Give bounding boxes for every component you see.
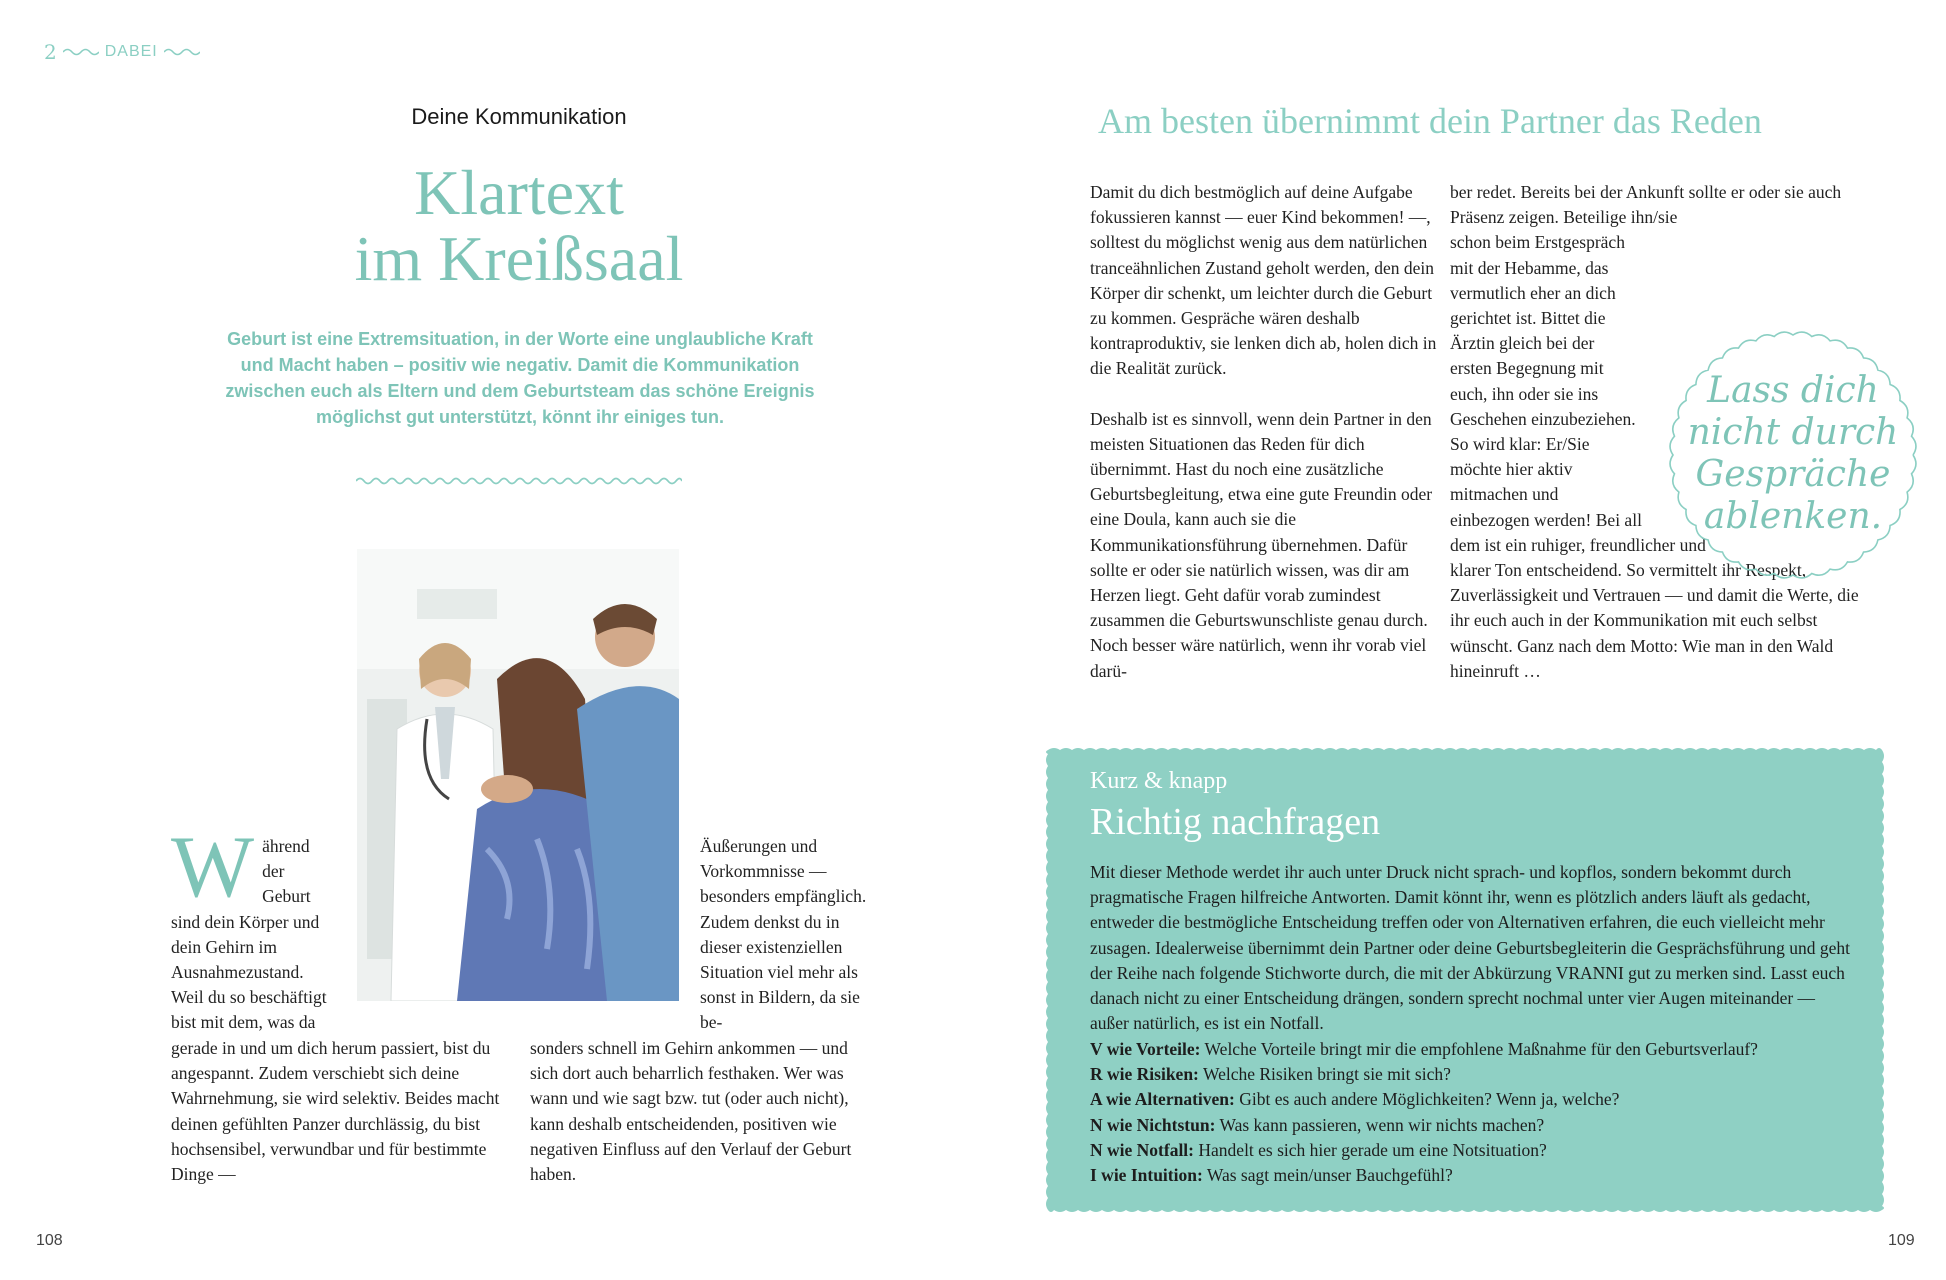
list-text: Welche Risiken bringt sie mit sich? xyxy=(1198,1064,1451,1085)
info-box-kicker: Kurz & knapp xyxy=(1090,768,1228,794)
list-item xyxy=(1090,1062,1870,1087)
list-text: Was sagt mein/unser Bauchgefühl? xyxy=(1202,1165,1453,1186)
body-column-1-top xyxy=(171,819,503,1036)
article-intro: Geburt ist eine Extremsituation, in der Worte eine unglaubliche Kraft und Macht haben – positiv wie negativ. Damit die Kommunikation zwischen euch als Eltern und dem Geburtsteam das schöne Ereignis möglichst gut unterstützt, könnt ihr einiges tun. xyxy=(225,329,815,427)
body-text-col1-narrow: ährend der Geburt sind dein Körper und dein Gehirn im Ausnahmezustand. Weil du so beschäftigt bist mit dem, was da xyxy=(171,836,327,1033)
list-term: A wie Alternativen: xyxy=(1090,1089,1235,1110)
list-term: N wie Nichtstun: xyxy=(1090,1114,1216,1135)
list-term: V wie Vorteile: xyxy=(1090,1039,1201,1059)
body-column-2-lower: sonders schnell im Gehirn ankommen — und sich dort auch beharrlich festhaken. Wer was wann und wie sagt bzw. tut (oder auch nicht), kann deshalb entscheidenden, positiven wie negativen Einfluss auf den Verlauf der Geburt haben. xyxy=(530,1038,852,1185)
article-headline xyxy=(0,157,1038,294)
body-column-2-upper: Äußerungen und Vorkommnisse — besonders empfänglich. Zudem denkst du in dieser existenziellen Situation viel mehr als sonst in Bildern, da sie be- xyxy=(700,836,867,1033)
list-term: N wie Notfall: xyxy=(1090,1139,1195,1160)
stamp-line: Lass dich xyxy=(1707,370,1879,411)
list-item xyxy=(1090,1037,1870,1062)
page-number-left: 108 xyxy=(36,1232,63,1249)
list-text: Was kann passieren, wenn wir nichts machen? xyxy=(1215,1114,1545,1135)
right-page-title: Am besten übernimmt dein Partner das Reden xyxy=(1098,101,1762,141)
info-box-list xyxy=(1090,1037,1870,1188)
headline-line-1: Klartext xyxy=(414,157,624,228)
article-kicker: Deine Kommunikation xyxy=(411,104,627,129)
wave-ornament-icon xyxy=(63,46,99,58)
right-column-2-text: ber redet. Bereits bei der Ankunft sollte er oder sie auch Präsenz zeigen. Beteilige ihn/sie schon beim Erstgespräch mit der Hebamme, das vermutlich eher an dich gerichtet ist. Bittet die Ärztin gleich bei der ersten Begegnung mit euch, ihn oder sie ins Geschehen einzubeziehen. So wird klar: Er/Sie möchte hier aktiv mitmachen und einbezogen werden! Bei all dem ist ein ruhiger, freundlicher und klarer Ton entscheidend. So vermittelt ihr Respekt, Zuverlässigkeit und Vertrauen — und damit die Werte, die ihr euch auch in der Kommunikation mit euch selbst wünscht. Ganz nach dem Motto: Wie man in den Wald hineinruft … xyxy=(1450,182,1859,681)
stamp-quote xyxy=(1662,370,1924,538)
stamp-line: Gespräche xyxy=(1695,454,1891,495)
list-text: Welche Vorteile bringt mir die empfohlene Maßnahme für den Geburtsverlauf? xyxy=(1200,1039,1758,1059)
stamp-line: nicht durch xyxy=(1687,412,1899,453)
chapter-number: 2 xyxy=(44,40,57,64)
wavy-divider xyxy=(356,474,682,488)
list-term: I wie Intuition: xyxy=(1090,1165,1203,1186)
body-column-1-rest: gerade in und um dich herum passiert, bist du angespannt. Zudem verschiebt sich deine Wahrnehmung, sie wird selektiv. Beides macht deinen gefühlten Panzer durchlässig, du bist hochsensibel, verwundbar und für bestimmte Dinge — xyxy=(171,1038,500,1185)
stamp-line: ablenken. xyxy=(1703,496,1883,537)
list-text: Handelt es sich hier gerade um eine Notsituation? xyxy=(1194,1139,1547,1160)
headline-line-2: im Kreißsaal xyxy=(354,223,684,294)
list-term: R wie Risiken: xyxy=(1090,1064,1199,1085)
right-paragraph-1: Damit du dich bestmöglich auf deine Aufgabe fokussieren kannst — euer Kind bekommen! —, solltest du möglichst wenig aus dem natürlichen tranceähnlichen Zustand geholt werden, den dein Körper dir schenkt, um leichter durch die Geburt zu kommen. Gespräche wären deshalb kontraproduktiv, sie lenken dich ab, holen dich in die Realität zurück. xyxy=(1090,182,1437,379)
info-box-body: Mit dieser Methode werdet ihr auch unter Druck nicht sprach- und kopflos, sondern bekommt durch pragmatische Fragen hilfreiche Antworten. Damit könnt ihr, wenn es plötzlich anders läuft als gedacht, entweder die bestmögliche Entscheidung treffen oder von Alternativen erfahren, die euch vielleicht mehr zusagen. Idealerweise übernimmt dein Partner oder deine Geburtsbegleiterin die Gesprächsführung und geht der Reihe nach folgende Stichworte durch, die mit der Abkürzung VRANNI gut zu merken sind. Lasst euch danach nicht zu einer Entscheidung drängen, sondern sprecht nochmal unter vier Augen miteinander — außer natürlich, es ist ein Notfall. xyxy=(1090,862,1851,1034)
wave-ornament-icon xyxy=(164,46,200,58)
list-item xyxy=(1090,1087,1870,1112)
right-paragraph-2: Deshalb ist es sinnvoll, wenn dein Partner in den meisten Situationen das Reden für dich übernimmt. Hast du noch eine zusätzliche Geburtsbegleitung, etwa eine gute Freundin oder eine Doula, kann auch sie die Kommunikationsführung übernehmen. Dafür sollte er oder sie natürlich wissen, was dir am Herzen liegt. Geht dafür vorab zumindest zusammen die Geburtswunschliste genau durch. Noch besser wäre natürlich, wenn ihr vorab viel darü- xyxy=(1090,408,1433,681)
section-marker xyxy=(44,40,200,64)
list-item xyxy=(1090,1163,1870,1188)
list-text: Gibt es auch andere Möglichkeiten? Wenn ja, welche? xyxy=(1234,1089,1620,1110)
list-item xyxy=(1090,1113,1870,1138)
info-box-title: Richtig nachfragen xyxy=(1090,801,1381,843)
page-number-right: 109 xyxy=(1888,1232,1915,1249)
drop-cap: W xyxy=(171,819,255,916)
body-column-1-narrow xyxy=(171,819,331,1036)
right-body-column-1 xyxy=(1090,180,1440,684)
section-label: DABEI xyxy=(104,43,158,60)
list-item xyxy=(1090,1138,1870,1163)
